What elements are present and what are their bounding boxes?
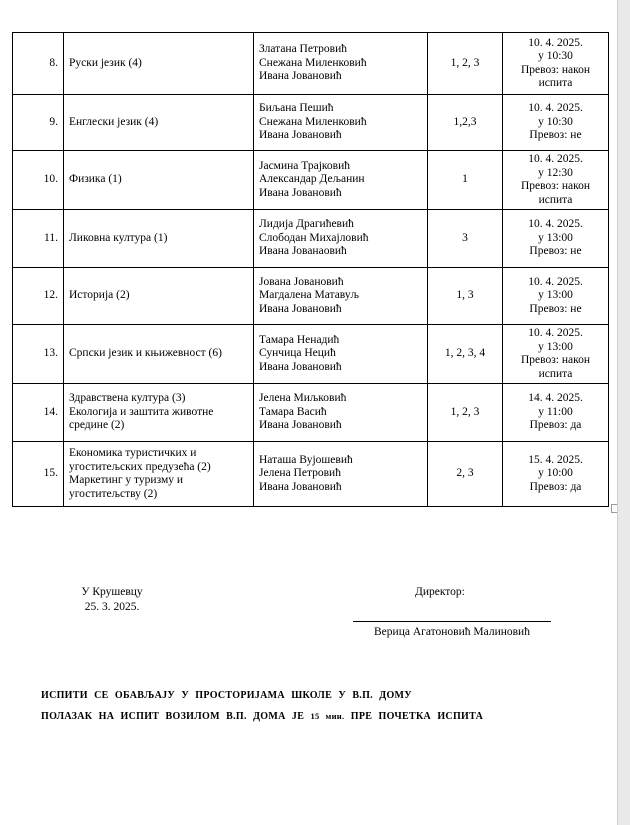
- teacher: Јасмина Трајковић: [259, 159, 350, 172]
- teachers-cell: [254, 151, 428, 210]
- teacher: Ивана Јовановић: [259, 129, 342, 142]
- exam-time: у 13:00: [538, 289, 573, 302]
- exam-time: у 13:00: [538, 340, 573, 353]
- teacher: Ивана Јовановић: [259, 419, 342, 432]
- teacher: Златана Петровић: [259, 43, 347, 56]
- exam-date: 10. 4. 2025.: [528, 327, 583, 339]
- teacher: Ивана Јовановић: [259, 186, 342, 199]
- teachers-cell: [254, 33, 428, 95]
- note-line-2-minutes: 15 мин.: [310, 711, 345, 721]
- exam-time: у 10:30: [538, 115, 573, 128]
- footer-notes: [41, 686, 483, 727]
- exam-schedule-table: [12, 32, 609, 507]
- exam-date: 10. 4. 2025.: [528, 102, 583, 115]
- signature-place: У Крушевцу: [81, 586, 143, 598]
- transport-info: Превоз: не: [529, 302, 582, 315]
- table-row: [13, 442, 609, 507]
- teacher: Магдалена Матавуљ: [259, 289, 359, 302]
- teacher: Наташа Вујошевић: [259, 453, 353, 466]
- teacher: Ивана Јовановић: [259, 70, 342, 83]
- exam-date: 10. 4. 2025.: [528, 153, 583, 165]
- schedule-cell: [503, 384, 609, 442]
- subject: Руски језик (4): [69, 56, 142, 69]
- subject: Здравствена култура (3): [69, 392, 186, 405]
- exam-date: 14. 4. 2025.: [528, 392, 583, 405]
- note-line-2-end: ПРЕ ПОЧЕТКА ИСПИТА: [350, 711, 484, 722]
- schedule-cell: [503, 151, 609, 210]
- director-label: Директор:: [415, 586, 465, 598]
- table-row: [13, 325, 609, 384]
- schedule-cell: [503, 95, 609, 151]
- vertical-scrollbar-track[interactable]: [617, 0, 630, 825]
- exam-date: 10. 4. 2025.: [528, 218, 583, 231]
- teacher: Слободан Михајловић: [259, 231, 369, 244]
- groups-cell: 2, 3: [428, 442, 503, 507]
- transport-info: Превоз: након испита: [520, 63, 591, 89]
- exam-time: у 12:30: [538, 166, 573, 179]
- subject-cell: [64, 442, 254, 507]
- teacher: Ивана Јовановић: [259, 302, 342, 315]
- schedule-cell: [503, 325, 609, 384]
- place-date-block: [72, 585, 152, 615]
- transport-info: Превоз: након испита: [520, 354, 591, 380]
- teacher: Тамара Ненадић: [259, 333, 340, 346]
- exam-time: у 11:00: [538, 405, 573, 418]
- teacher: Тамара Васић: [259, 405, 327, 418]
- teacher: Јелена Миљковић: [259, 392, 347, 405]
- teachers-cell: [254, 268, 428, 325]
- teachers-cell: [254, 325, 428, 384]
- schedule-cell: [503, 268, 609, 325]
- teachers-cell: [254, 95, 428, 151]
- schedule-cell: [503, 442, 609, 507]
- row-number: 12.: [13, 268, 64, 325]
- teacher: Ивана Јовановић: [259, 360, 342, 373]
- subject: Ликовна култура (1): [69, 231, 168, 244]
- subject-cell: [64, 95, 254, 151]
- exam-time: у 13:00: [538, 231, 573, 244]
- subject: Енглески језик (4): [69, 115, 159, 128]
- groups-cell: 1, 3: [428, 268, 503, 325]
- exam-date: 15. 4. 2025.: [528, 453, 583, 466]
- subject: Екологија и заштита животне средине (2): [69, 405, 214, 432]
- subject: Маркетинг у туризму и угоститељству (2): [69, 474, 184, 500]
- subject: Историја (2): [69, 289, 130, 302]
- groups-cell: 3: [428, 210, 503, 268]
- subject: Српски језик и књижевност (6): [69, 347, 222, 360]
- table-row: [13, 33, 609, 95]
- row-number: 10.: [13, 151, 64, 210]
- row-number: 8.: [13, 33, 64, 95]
- teacher: Снежана Миленковић: [259, 56, 367, 69]
- teacher: Ивана Јовановић: [259, 480, 342, 493]
- teachers-cell: [254, 210, 428, 268]
- subject-cell: [64, 33, 254, 95]
- row-number: 15.: [13, 442, 64, 507]
- signature-date: 25. 3. 2025.: [84, 601, 140, 613]
- director-signature: [353, 621, 551, 638]
- subject-cell: [64, 325, 254, 384]
- exam-date: 10. 4. 2025.: [528, 275, 583, 288]
- groups-cell: 1: [428, 151, 503, 210]
- subject-cell: [64, 268, 254, 325]
- teacher: Ивана Јованаовић: [259, 245, 347, 258]
- table-row: [13, 384, 609, 442]
- subject-cell: [64, 384, 254, 442]
- groups-cell: 1,2,3: [428, 95, 503, 151]
- transport-info: Превоз: да: [529, 419, 582, 432]
- teacher: Снежана Миленковић: [259, 115, 367, 128]
- table-row: [13, 95, 609, 151]
- teachers-cell: [254, 442, 428, 507]
- groups-cell: 1, 2, 3: [428, 384, 503, 442]
- groups-cell: 1, 2, 3, 4: [428, 325, 503, 384]
- subject-cell: [64, 210, 254, 268]
- exam-time: у 10:30: [538, 50, 573, 62]
- schedule-cell: [503, 33, 609, 95]
- subject: Економика туристичких и угоститељских предузећа (2): [69, 447, 211, 473]
- row-number: 11.: [13, 210, 64, 268]
- subject: Физика (1): [69, 173, 122, 186]
- teacher: Лидија Драгићевић: [259, 218, 354, 231]
- transport-info: Превоз: не: [529, 129, 582, 142]
- teacher: Александар Дељанин: [259, 173, 365, 186]
- note-line-1: ИСПИТИ СЕ ОБАВЉАЈУ У ПРОСТОРИЈАМА ШКОЛЕ У В.П. ДОМУ: [41, 690, 412, 701]
- row-number: 14.: [13, 384, 64, 442]
- teacher: Сунчица Нецић: [259, 347, 336, 360]
- schedule-cell: [503, 210, 609, 268]
- teachers-cell: [254, 384, 428, 442]
- groups-cell: 1, 2, 3: [428, 33, 503, 95]
- row-number: 13.: [13, 325, 64, 384]
- table-row: [13, 151, 609, 210]
- row-number: 9.: [13, 95, 64, 151]
- teacher: Јелена Петровић: [259, 467, 341, 480]
- note-line-2-start: ПОЛАЗАК НА ИСПИТ ВОЗИЛОМ В.П. ДОМА ЈЕ: [41, 711, 305, 722]
- teacher: Биљана Пешић: [259, 102, 334, 115]
- director-name: Верица Агатоновић Малиновић: [374, 626, 530, 638]
- transport-info: Превоз: не: [529, 245, 582, 258]
- table-row: [13, 268, 609, 325]
- transport-info: Превоз: да: [529, 480, 582, 493]
- note-line-2: [41, 706, 483, 727]
- exam-time: у 10:00: [538, 467, 573, 480]
- subject-cell: [64, 151, 254, 210]
- table-row: [13, 210, 609, 268]
- transport-info: Превоз: након испита: [520, 180, 591, 206]
- exam-date: 10. 4. 2025.: [528, 36, 583, 49]
- teacher: Јована Јовановић: [259, 275, 344, 288]
